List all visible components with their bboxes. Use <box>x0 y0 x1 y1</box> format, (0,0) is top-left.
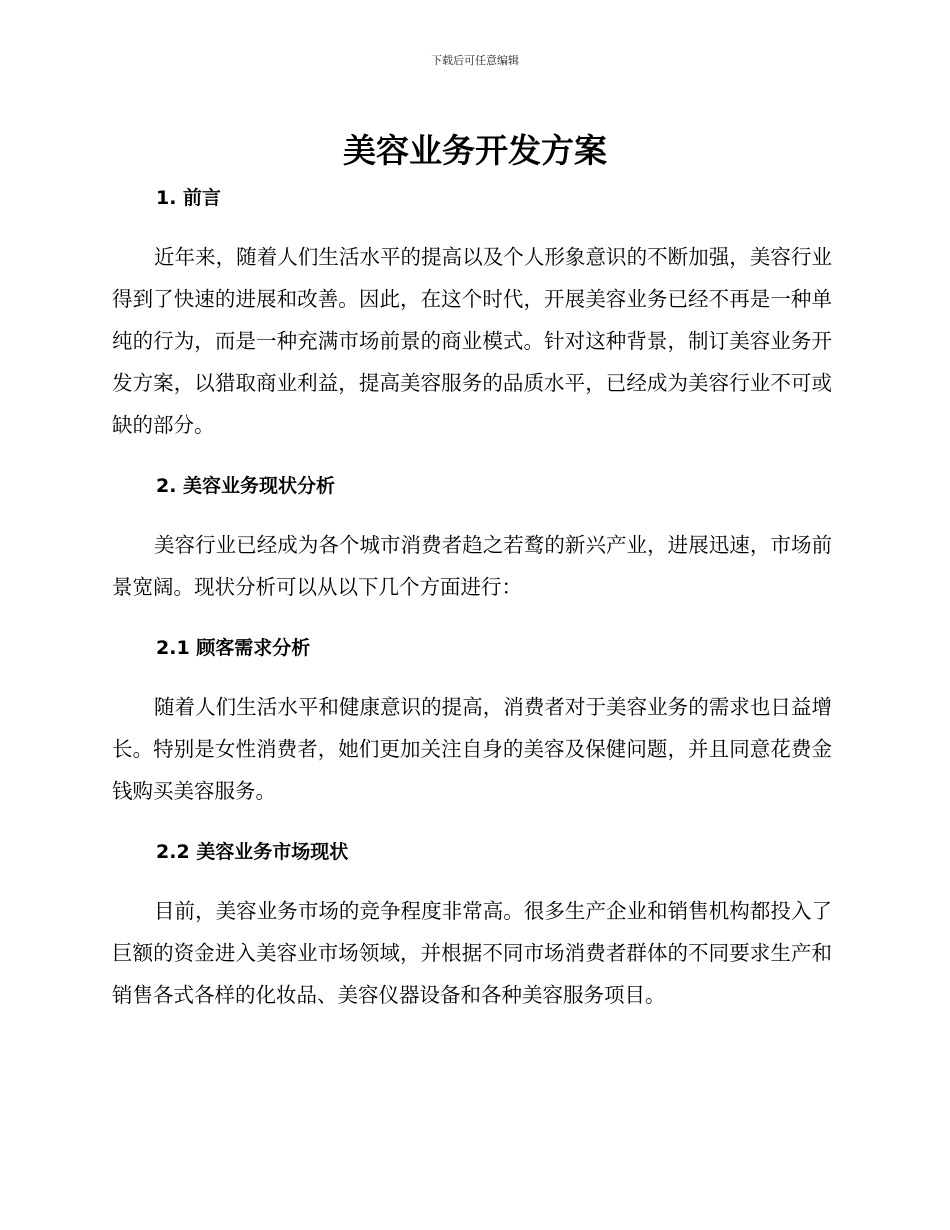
section-heading-customer-demand: 2.1 顾客需求分析 <box>156 637 311 659</box>
document-title: 美容业务开发方案 <box>343 131 607 170</box>
document-body <box>112 180 832 1016</box>
section-paragraph-preface: 近年来，随着人们生活水平的提高以及个人形象意识的不断加强，美容行业得到了快速的进展和改善。因此，在这个时代，开展美容业务已经不再是一种单纯的行为，而是一种充满市场前景的商业模式。针对这种背景，制订美容业务开发方案，以猎取商业利益，提高美容服务的品质水平，已经成为美容行业不可或缺的部分。 <box>112 245 832 437</box>
section-heading-preface: 1. 前言 <box>156 187 222 209</box>
section-paragraph-customer-demand: 随着人们生活水平和健康意识的提高，消费者对于美容业务的需求也日益增长。特别是女性消费者，她们更加关注自身的美容及保健问题，并且同意花费金钱购买美容服务。 <box>112 695 832 803</box>
section-heading-market-status: 2.2 美容业务市场现状 <box>156 841 349 863</box>
section-paragraph-market-status: 目前，美容业务市场的竞争程度非常高。很多生产企业和销售机构都投入了巨额的资金进入美容业市场领域，并根据不同市场消费者群体的不同要求生产和销售各式各样的化妆品、美容仪器设备和各种美容服务项目。 <box>112 899 832 1007</box>
section-paragraph-status-analysis: 美容行业已经成为各个城市消费者趋之若鹜的新兴产业，进展迅速，市场前景宽阔。现状分析可以从以下几个方面进行： <box>112 533 832 599</box>
page-header-note: 下载后可任意编辑 <box>431 54 519 67</box>
section-heading-status-analysis: 2. 美容业务现状分析 <box>156 475 336 497</box>
